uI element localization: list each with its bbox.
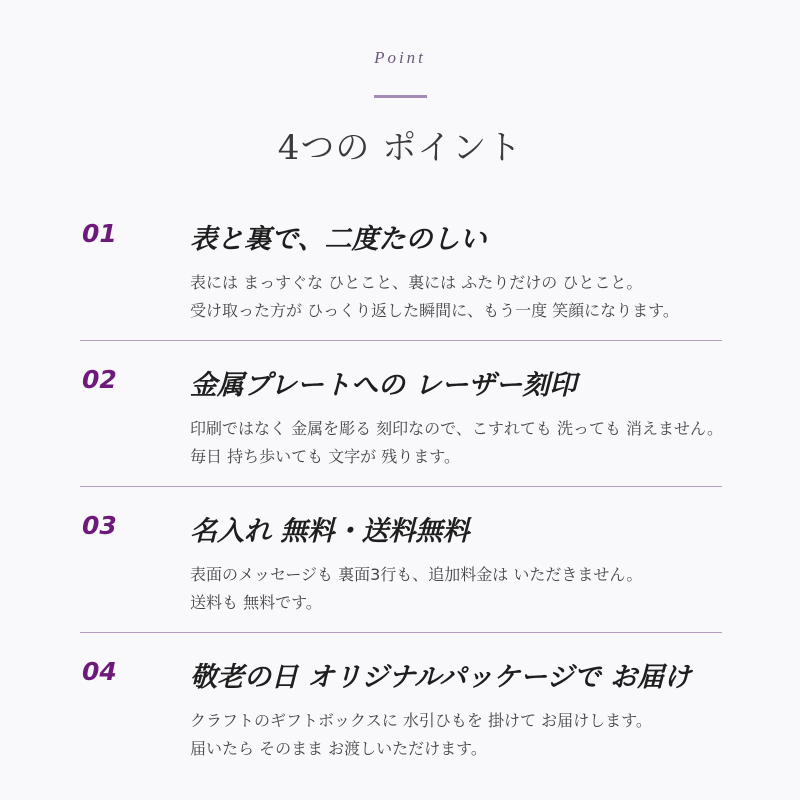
point-body-line: 送料も 無料です。	[190, 593, 322, 612]
point-item-1	[80, 195, 722, 341]
title-divider	[374, 95, 427, 98]
point-number: 02	[82, 365, 117, 394]
points-list	[80, 195, 722, 778]
point-body-line: 印刷ではなく 金属を彫る 刻印なので、こすれても 洗っても 消えません。	[190, 419, 723, 438]
point-body-line: クラフトのギフトボックスに 水引ひもを 掛けて お届けします。	[190, 711, 652, 730]
section-eyebrow: Point	[374, 48, 426, 67]
point-body-line: 届いたら そのまま お渡しいただけます。	[190, 739, 487, 758]
point-body-line: 表には まっすぐな ひとこと、裏には ふたりだけの ひとこと。	[190, 273, 643, 292]
point-body-line: 毎日 持ち歩いても 文字が 残ります。	[190, 447, 460, 466]
point-item-2	[80, 341, 722, 487]
point-body	[190, 269, 730, 325]
point-body-line: 受け取った方が ひっくり返した瞬間に、もう一度 笑顔になります。	[190, 301, 679, 320]
page-title: 4つの ポイント	[277, 128, 523, 168]
point-body	[190, 561, 730, 617]
point-body	[190, 415, 730, 471]
point-heading: 表と裏で、二度たのしい	[190, 224, 487, 255]
point-number: 04	[82, 657, 117, 686]
point-heading: 金属プレートへの レーザー刻印	[190, 370, 577, 401]
point-body-line: 表面のメッセージも 裏面3行も、追加料金は いただきません。	[190, 565, 643, 584]
point-heading: 敬老の日 オリジナルパッケージで お届け	[190, 662, 692, 693]
point-heading: 名入れ 無料・送料無料	[190, 516, 470, 547]
point-item-3	[80, 487, 722, 633]
point-item-4	[80, 633, 722, 778]
point-body	[190, 707, 730, 763]
point-number: 03	[82, 511, 117, 540]
point-number: 01	[82, 219, 117, 248]
